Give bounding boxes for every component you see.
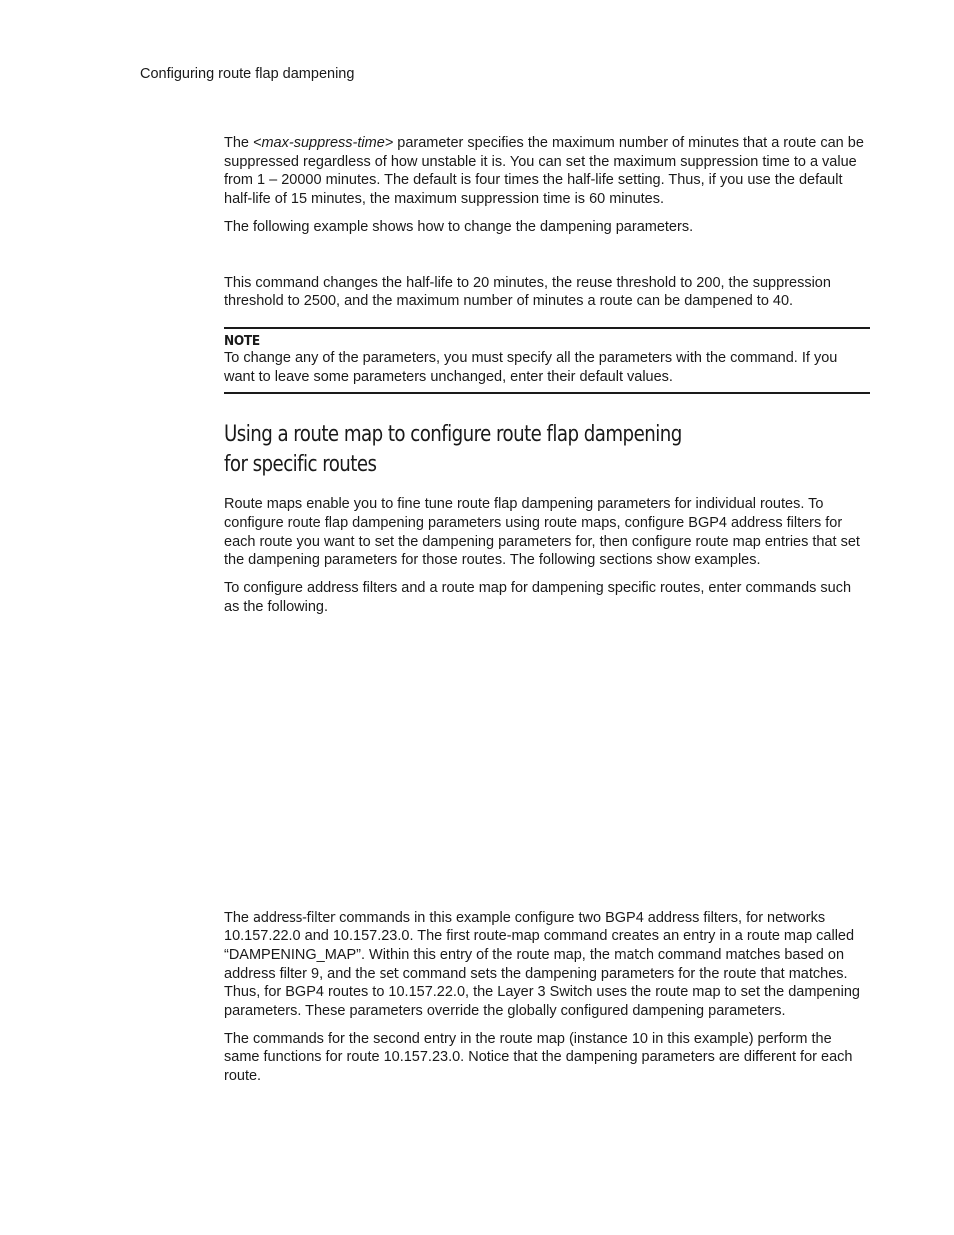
second-entry-paragraph: The commands for the second entry in the route map (instance 10 in this example) perform the same functions for route 10.157.23.0. Notice that the dampening parameters are different for each route. xyxy=(224,1030,853,1085)
heading-line-1: Using a route map to configure route flap dampening xyxy=(224,422,682,448)
text-segment: command matches based on address filter 9, and the xyxy=(224,946,845,982)
command-keyword: match xyxy=(614,946,654,963)
note-box xyxy=(224,327,870,394)
text-segment: The xyxy=(224,909,254,926)
example-intro-paragraph: The following example shows how to change the dampening parameters. xyxy=(224,218,694,235)
command-keyword: address-filter xyxy=(253,909,336,926)
text-segment: parameter specifies the maximum number of minutes that a route can be suppressed regardless of how unstable it is. You can set the maximum suppression time to a value from 1 – 20000 minutes. The default is four times the half-life setting. Thus, if you use the default half-life of 15 minutes, the maximum suppression time is 60 minutes. xyxy=(224,135,864,208)
route-maps-paragraph: Route maps enable you to fine tune route flap dampening parameters for individual routes. To configure route flap dampening parameters using route maps, configure BGP4 address filters for each route you want to set the dampening parameters for, then configure route map entries that set the dampening parameters for those routes. The following sections show examples. xyxy=(224,496,860,569)
main-content xyxy=(224,134,870,1095)
command-keyword: set xyxy=(379,965,399,982)
section-heading xyxy=(224,420,721,480)
text-segment: The xyxy=(224,135,254,151)
text-segment: commands in this example configure two BGP4 address filters, for networks 10.157.22.0 and 10.157.23.0. The first route-map command creates an entry in a route map called “DAMPENING_MAP”. Within this entry of the route map, the xyxy=(224,909,855,963)
max-suppress-time-paragraph xyxy=(224,134,870,209)
note-title: NOTE xyxy=(224,332,260,349)
parameter-name: <max-suppress-time> xyxy=(253,135,394,151)
configure-filters-paragraph: To configure address filters and a route map for dampening specific routes, enter commands such as the following. xyxy=(224,580,852,615)
code-example-area xyxy=(224,246,870,274)
address-filter-explanation-paragraph xyxy=(224,909,870,1021)
note-text: To change any of the parameters, you must specify all the parameters with the command. If you want to leave some parameters unchanged, enter their default values. xyxy=(224,349,838,385)
heading-line-2: for specific routes xyxy=(224,452,377,478)
code-example-area xyxy=(224,626,870,909)
running-header: Configuring route flap dampening xyxy=(140,66,355,82)
text-segment: command sets the dampening parameters for the route that matches. Thus, for BGP4 routes to 10.157.22.0, the Layer 3 Switch uses the route map to set the dampening parameters. These parameters override the globally configured dampening parameters. xyxy=(224,965,860,1020)
command-explanation-paragraph: This command changes the half-life to 20 minutes, the reuse threshold to 200, the suppression threshold to 2500, and the maximum number of minutes a route can be dampened to 40. xyxy=(224,274,831,310)
